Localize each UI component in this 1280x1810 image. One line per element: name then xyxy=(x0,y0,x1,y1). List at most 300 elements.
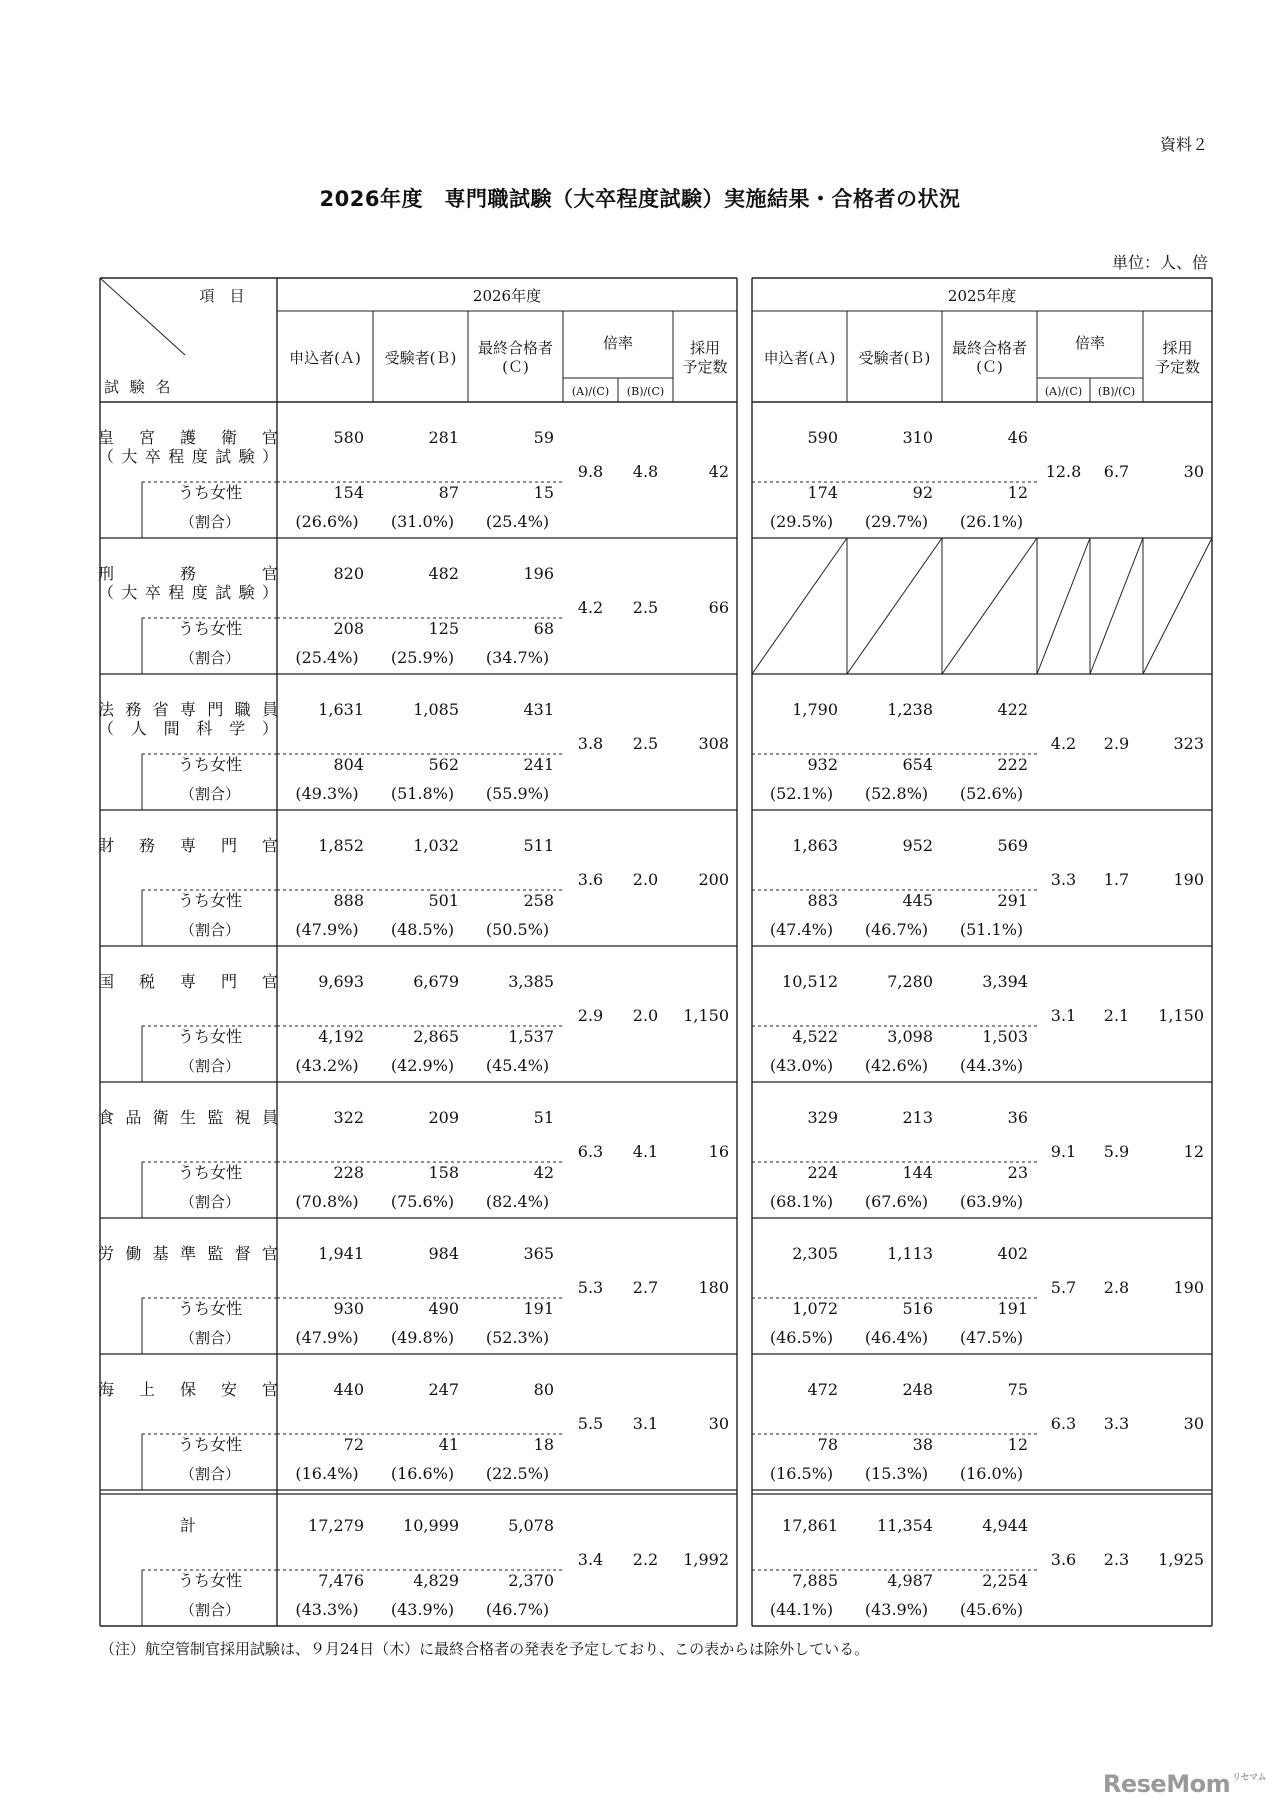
cell-rate-ac-previous: 12.8 xyxy=(1045,462,1082,481)
cell-ratio-pct-current: (70.8%) xyxy=(295,1192,359,1211)
cell-ratio-pct-current: (45.4%) xyxy=(485,1056,550,1075)
cell-female-current: 1,537 xyxy=(508,1027,554,1046)
ratio-label: （割合） xyxy=(179,1057,241,1075)
cell-total-previous: 402 xyxy=(997,1244,1028,1263)
female-label: うち女性 xyxy=(177,891,243,910)
cell-ratio-pct-previous: (52.8%) xyxy=(864,784,929,803)
cell-hire-current: 180 xyxy=(698,1278,729,1297)
cell-ratio-pct-previous: (42.6%) xyxy=(864,1056,929,1075)
cell-ratio-pct-previous: (43.0%) xyxy=(769,1056,834,1075)
cell-rate-ac-current: 6.3 xyxy=(577,1142,604,1161)
exam-name: 宮 xyxy=(138,428,156,447)
exam-name: 務 xyxy=(179,564,197,583)
cell-female-current: 930 xyxy=(333,1299,364,1318)
exam-name: 皇 xyxy=(97,428,115,447)
cell-hire-previous: 30 xyxy=(1183,462,1204,481)
cell-rate-bc-current: 4.1 xyxy=(632,1142,659,1161)
exam-name-sub: 程 xyxy=(168,447,185,466)
cell-female-current: 562 xyxy=(428,755,459,774)
cell-hire-current: 1,150 xyxy=(683,1006,729,1025)
col-ratio-ac-current: (A)/(C) xyxy=(571,385,610,398)
cell-female-previous: 1,503 xyxy=(982,1027,1028,1046)
cell-total-current: 247 xyxy=(428,1380,459,1399)
cell-ratio-pct-previous: (29.7%) xyxy=(864,512,929,531)
col-hire-previous: 採用 xyxy=(1162,339,1193,357)
page-title: 2026年度 専門職試験（大卒程度試験）実施結果・合格者の状況 xyxy=(319,187,961,211)
cell-ratio-pct-current: (25.4%) xyxy=(295,648,359,667)
exam-name: 門 xyxy=(207,700,224,719)
col-hire-current: 採用 xyxy=(689,339,721,357)
ratio-label: （割合） xyxy=(179,921,241,939)
cell-female-previous: 38 xyxy=(912,1435,933,1454)
ratio-label: （割合） xyxy=(179,785,241,803)
cell-total-current: 1,631 xyxy=(318,700,364,719)
footnote: （注）航空管制官採用試験は、９月24日（木）に最終合格者の発表を予定しており、この表からは除外している。 xyxy=(100,1640,870,1658)
cell-rate-bc-current: 2.5 xyxy=(632,598,659,617)
cell-rate-ac-current: 3.8 xyxy=(577,734,604,753)
cell-female-previous: 12 xyxy=(1007,1435,1028,1454)
cell-ratio-pct-previous: (46.4%) xyxy=(864,1328,929,1347)
exam-name: 官 xyxy=(261,1380,279,1399)
exam-name: 官 xyxy=(261,836,279,855)
cell-ratio-pct-previous: (47.5%) xyxy=(959,1328,1024,1347)
col-applicants-current: 申込者(Ａ) xyxy=(289,349,361,367)
cell-ratio-pct-previous: (52.1%) xyxy=(769,784,834,803)
cell-female-current: 490 xyxy=(428,1299,459,1318)
cell-female-current: 2,865 xyxy=(413,1027,459,1046)
exam-name: 専 xyxy=(179,836,197,855)
corner-diagonal xyxy=(100,278,185,355)
cell-ratio-pct-current: (42.9%) xyxy=(390,1056,455,1075)
exam-name: 生 xyxy=(179,1108,197,1127)
exam-name: 務 xyxy=(138,836,156,855)
exam-name: 衛 xyxy=(152,1108,169,1127)
exam-name: 上 xyxy=(138,1380,156,1399)
cell-ratio-pct-current: (49.3%) xyxy=(295,784,359,803)
exam-name: 専 xyxy=(179,972,197,991)
exam-name: 国 xyxy=(97,972,115,991)
cell-total-current: 17,279 xyxy=(308,1516,364,1535)
cell-female-current: 7,476 xyxy=(318,1571,364,1590)
cell-total-previous: 329 xyxy=(807,1108,838,1127)
cell-total-current: 984 xyxy=(428,1244,459,1263)
cell-ratio-pct-previous: (46.7%) xyxy=(864,920,929,939)
cell-rate-bc-previous: 2.1 xyxy=(1103,1006,1130,1025)
col-hire-sub-current: 予定数 xyxy=(682,358,728,376)
exam-name: 食 xyxy=(97,1108,115,1127)
cell-total-previous: 4,944 xyxy=(982,1516,1028,1535)
cell-rate-ac-current: 4.2 xyxy=(577,598,604,617)
not-applicable-slash xyxy=(1143,538,1212,674)
exam-name: 衛 xyxy=(220,428,238,447)
cell-female-current: 241 xyxy=(523,755,554,774)
cell-rate-ac-previous: 9.1 xyxy=(1050,1142,1077,1161)
cell-female-previous: 224 xyxy=(807,1163,838,1182)
cell-ratio-pct-current: (25.9%) xyxy=(390,648,455,667)
cell-total-previous: 75 xyxy=(1007,1380,1028,1399)
cell-hire-current: 16 xyxy=(708,1142,729,1161)
col-hire-sub-previous: 予定数 xyxy=(1154,358,1201,376)
cell-rate-bc-current: 2.0 xyxy=(632,1006,659,1025)
col-applicants-previous: 申込者(Ａ) xyxy=(763,349,836,367)
cell-ratio-pct-previous: (26.1%) xyxy=(959,512,1024,531)
cell-total-current: 1,941 xyxy=(318,1244,364,1263)
cell-total-previous: 1,238 xyxy=(887,700,933,719)
female-label: うち女性 xyxy=(177,1163,243,1182)
cell-ratio-pct-previous: (46.5%) xyxy=(769,1328,834,1347)
cell-hire-previous: 190 xyxy=(1173,1278,1204,1297)
exam-name-sub: 間 xyxy=(163,719,180,738)
cell-hire-previous: 190 xyxy=(1173,870,1204,889)
cell-ratio-pct-current: (47.9%) xyxy=(295,1328,359,1347)
not-applicable-slash xyxy=(1090,538,1143,674)
cell-female-current: 208 xyxy=(333,619,364,638)
exam-name: 職 xyxy=(234,700,251,719)
female-label: うち女性 xyxy=(177,619,243,638)
cell-total-current: 580 xyxy=(333,428,364,447)
cell-ratio-pct-current: (51.8%) xyxy=(390,784,455,803)
cell-rate-bc-current: 2.2 xyxy=(632,1550,659,1569)
cell-ratio-pct-current: (16.4%) xyxy=(295,1464,359,1483)
col-ratio-ac-previous: (A)/(C) xyxy=(1044,385,1083,398)
col-passers-current: 最終合格者 xyxy=(477,339,554,357)
exam-name-sub: 人 xyxy=(130,719,147,738)
cell-total-current: 440 xyxy=(333,1380,364,1399)
exam-name-sub: 科 xyxy=(196,719,213,738)
cell-hire-previous: 30 xyxy=(1183,1414,1204,1433)
cell-total-current: 482 xyxy=(428,564,459,583)
cell-total-current: 51 xyxy=(533,1108,554,1127)
cell-female-current: 125 xyxy=(428,619,459,638)
cell-total-previous: 590 xyxy=(807,428,838,447)
cell-female-current: 15 xyxy=(533,483,554,502)
exam-name-sub: 験 xyxy=(238,447,255,466)
cell-ratio-pct-current: (34.7%) xyxy=(485,648,550,667)
year-header-current: 2026年度 xyxy=(472,287,542,305)
ratio-label: （割合） xyxy=(179,1193,241,1211)
cell-female-previous: 654 xyxy=(902,755,933,774)
col-passers-previous: 最終合格者 xyxy=(951,339,1028,357)
cell-total-previous: 213 xyxy=(902,1108,933,1127)
cell-total-current: 365 xyxy=(523,1244,554,1263)
exam-name: 安 xyxy=(220,1380,238,1399)
cell-female-previous: 1,072 xyxy=(792,1299,838,1318)
cell-ratio-pct-current: (49.8%) xyxy=(390,1328,455,1347)
cell-rate-ac-previous: 5.7 xyxy=(1050,1278,1077,1297)
cell-rate-bc-current: 2.5 xyxy=(632,734,659,753)
cell-hire-current: 30 xyxy=(708,1414,729,1433)
cell-ratio-pct-previous: (29.5%) xyxy=(769,512,834,531)
cell-ratio-pct-previous: (44.3%) xyxy=(959,1056,1024,1075)
exam-name: 保 xyxy=(179,1380,197,1399)
cell-total-current: 820 xyxy=(333,564,364,583)
exam-name: 官 xyxy=(261,972,279,991)
cell-ratio-pct-previous: (43.9%) xyxy=(864,1600,929,1619)
col-examinees-current: 受験者(Ｂ) xyxy=(384,349,457,367)
cell-total-current: 1,032 xyxy=(413,836,459,855)
exam-name-sub: 大 xyxy=(121,447,138,466)
cell-female-current: 804 xyxy=(333,755,364,774)
cell-ratio-pct-current: (46.7%) xyxy=(485,1600,550,1619)
cell-female-current: 4,829 xyxy=(413,1571,459,1590)
document-label: 資料２ xyxy=(1159,135,1208,154)
cell-total-previous: 11,354 xyxy=(877,1516,933,1535)
cell-rate-ac-previous: 4.2 xyxy=(1050,734,1077,753)
cell-rate-bc-current: 3.1 xyxy=(632,1414,659,1433)
exam-name: 視 xyxy=(234,1108,251,1127)
exam-name: 監 xyxy=(207,1244,224,1263)
cell-rate-bc-previous: 1.7 xyxy=(1103,870,1130,889)
exam-name-sub: ） xyxy=(261,719,279,738)
cell-total-current: 5,078 xyxy=(508,1516,554,1535)
cell-hire-current: 308 xyxy=(698,734,729,753)
exam-name: 督 xyxy=(234,1244,251,1263)
cell-hire-previous: 323 xyxy=(1173,734,1204,753)
cell-total-current: 322 xyxy=(333,1108,364,1127)
cell-total-current: 3,385 xyxy=(508,972,554,991)
exam-name: 専 xyxy=(179,700,197,719)
cell-hire-current: 1,992 xyxy=(683,1550,729,1569)
female-label: うち女性 xyxy=(177,1435,243,1454)
cell-ratio-pct-previous: (63.9%) xyxy=(959,1192,1024,1211)
exam-name-sub: （ xyxy=(97,719,115,738)
not-applicable-slash xyxy=(847,538,942,674)
cell-total-previous: 3,394 xyxy=(982,972,1028,991)
cell-total-current: 1,852 xyxy=(318,836,364,855)
col-ratio-previous: 倍率 xyxy=(1074,334,1106,352)
cell-total-previous: 2,305 xyxy=(792,1244,838,1263)
cell-rate-ac-current: 2.9 xyxy=(577,1006,604,1025)
cell-rate-bc-previous: 2.9 xyxy=(1103,734,1130,753)
exam-name-sub: 度 xyxy=(191,447,208,466)
cell-total-previous: 248 xyxy=(902,1380,933,1399)
cell-rate-bc-current: 2.7 xyxy=(632,1278,659,1297)
exam-name-sub: 試 xyxy=(215,583,232,602)
col-ratio-current: 倍率 xyxy=(602,334,634,352)
exam-name: 官 xyxy=(261,428,279,447)
exam-name-sub: ） xyxy=(261,583,279,602)
ratio-label: （割合） xyxy=(179,1465,241,1483)
cell-hire-current: 42 xyxy=(708,462,729,481)
cell-female-current: 154 xyxy=(333,483,364,502)
not-applicable-slash xyxy=(752,538,847,674)
col-passers-sub-previous: (Ｃ) xyxy=(976,358,1003,376)
cell-female-previous: 174 xyxy=(807,483,838,502)
cell-total-previous: 1,113 xyxy=(887,1244,933,1263)
female-label: うち女性 xyxy=(177,483,243,502)
cell-rate-ac-current: 5.3 xyxy=(577,1278,604,1297)
watermark-logo: ReseMom $^{リセマム}$ xyxy=(1102,1770,1266,1798)
cell-total-current: 281 xyxy=(428,428,459,447)
cell-total-previous: 422 xyxy=(997,700,1028,719)
exam-name: 官 xyxy=(261,1244,279,1263)
cell-rate-bc-current: 4.8 xyxy=(632,462,659,481)
cell-total-previous: 17,861 xyxy=(782,1516,838,1535)
cell-total-current: 80 xyxy=(533,1380,554,1399)
cell-female-previous: 2,254 xyxy=(982,1571,1028,1590)
exam-name-sub: 卒 xyxy=(144,583,161,602)
cell-ratio-pct-previous: (51.1%) xyxy=(959,920,1024,939)
cell-female-previous: 92 xyxy=(912,483,933,502)
cell-female-current: 68 xyxy=(533,619,554,638)
exam-name: 官 xyxy=(261,564,279,583)
exam-name: 法 xyxy=(97,700,115,719)
cell-ratio-pct-current: (55.9%) xyxy=(485,784,550,803)
cell-female-current: 228 xyxy=(333,1163,364,1182)
exam-name: 品 xyxy=(125,1108,142,1127)
exam-name: 準 xyxy=(179,1244,197,1263)
cell-total-previous: 46 xyxy=(1007,428,1028,447)
col-passers-sub-current: (Ｃ) xyxy=(502,358,529,376)
cell-female-previous: 144 xyxy=(902,1163,933,1182)
cell-total-current: 209 xyxy=(428,1108,459,1127)
cell-ratio-pct-previous: (15.3%) xyxy=(864,1464,929,1483)
cell-female-current: 501 xyxy=(428,891,459,910)
cell-ratio-pct-current: (31.0%) xyxy=(390,512,455,531)
exam-name: 員 xyxy=(261,1108,279,1127)
exam-name-sub: 試 xyxy=(215,447,232,466)
cell-total-current: 10,999 xyxy=(403,1516,459,1535)
cell-total-current: 59 xyxy=(533,428,554,447)
unit-label: 単位：人、倍 xyxy=(1111,253,1208,272)
exam-name: 労 xyxy=(97,1244,115,1263)
cell-ratio-pct-current: (82.4%) xyxy=(485,1192,550,1211)
cell-rate-bc-previous: 5.9 xyxy=(1103,1142,1130,1161)
cell-ratio-pct-current: (43.9%) xyxy=(390,1600,455,1619)
cell-total-previous: 472 xyxy=(807,1380,838,1399)
cell-ratio-pct-current: (52.3%) xyxy=(485,1328,550,1347)
cell-ratio-pct-previous: (45.6%) xyxy=(959,1600,1024,1619)
cell-hire-current: 66 xyxy=(708,598,729,617)
exam-name: 財 xyxy=(97,836,115,855)
cell-total-previous: 1,790 xyxy=(792,700,838,719)
cell-ratio-pct-current: (26.6%) xyxy=(295,512,359,531)
cell-ratio-pct-current: (22.5%) xyxy=(485,1464,550,1483)
ratio-label: （割合） xyxy=(179,513,241,531)
cell-ratio-pct-current: (25.4%) xyxy=(485,512,550,531)
exam-name: 監 xyxy=(207,1108,224,1127)
exam-name: 門 xyxy=(220,836,238,855)
cell-female-current: 41 xyxy=(438,1435,459,1454)
exam-name-total: 計 xyxy=(179,1516,197,1535)
cell-rate-ac-current: 5.5 xyxy=(577,1414,604,1433)
cell-rate-ac-previous: 6.3 xyxy=(1050,1414,1077,1433)
cell-rate-bc-previous: 6.7 xyxy=(1103,462,1130,481)
cell-female-current: 258 xyxy=(523,891,554,910)
cell-hire-current: 200 xyxy=(698,870,729,889)
cell-rate-ac-current: 3.4 xyxy=(577,1550,604,1569)
cell-total-current: 6,679 xyxy=(413,972,459,991)
cell-ratio-pct-previous: (47.4%) xyxy=(769,920,834,939)
cell-total-current: 1,085 xyxy=(413,700,459,719)
cell-total-previous: 10,512 xyxy=(782,972,838,991)
not-applicable-slash xyxy=(942,538,1037,674)
col-ratio-bc-previous: (B)/(C) xyxy=(1097,385,1136,398)
exam-name: 門 xyxy=(220,972,238,991)
cell-ratio-pct-current: (43.2%) xyxy=(295,1056,359,1075)
cell-ratio-pct-previous: (67.6%) xyxy=(864,1192,929,1211)
exam-name-sub: （ xyxy=(97,583,115,602)
female-label: うち女性 xyxy=(177,1299,243,1318)
cell-total-current: 511 xyxy=(523,836,554,855)
cell-female-previous: 23 xyxy=(1007,1163,1028,1182)
exam-name: 員 xyxy=(261,700,279,719)
cell-total-previous: 952 xyxy=(902,836,933,855)
cell-ratio-pct-current: (16.6%) xyxy=(390,1464,455,1483)
exam-name-sub: 学 xyxy=(229,719,246,738)
cell-female-previous: 516 xyxy=(902,1299,933,1318)
cell-female-current: 191 xyxy=(523,1299,554,1318)
female-label: うち女性 xyxy=(177,755,243,774)
year-header-previous: 2025年度 xyxy=(947,287,1017,305)
cell-rate-ac-previous: 3.3 xyxy=(1050,870,1077,889)
exam-name: 省 xyxy=(152,700,169,719)
cell-female-previous: 932 xyxy=(807,755,838,774)
corner-label-exam: 試 験 名 xyxy=(104,378,174,396)
cell-total-previous: 310 xyxy=(902,428,933,447)
exam-name: 税 xyxy=(138,972,156,991)
cell-female-previous: 12 xyxy=(1007,483,1028,502)
cell-total-current: 431 xyxy=(523,700,554,719)
cell-female-previous: 4,987 xyxy=(887,1571,933,1590)
cell-rate-ac-previous: 3.6 xyxy=(1050,1550,1077,1569)
cell-ratio-pct-previous: (68.1%) xyxy=(769,1192,834,1211)
cell-female-previous: 445 xyxy=(902,891,933,910)
cell-rate-ac-previous: 3.1 xyxy=(1050,1006,1077,1025)
exam-name-sub: 大 xyxy=(121,583,138,602)
cell-ratio-pct-current: (75.6%) xyxy=(390,1192,455,1211)
cell-female-previous: 222 xyxy=(997,755,1028,774)
cell-rate-bc-previous: 2.3 xyxy=(1103,1550,1130,1569)
cell-female-previous: 883 xyxy=(807,891,838,910)
ratio-label: （割合） xyxy=(179,1329,241,1347)
cell-female-previous: 4,522 xyxy=(792,1027,838,1046)
cell-female-current: 2,370 xyxy=(508,1571,554,1590)
ratio-label: （割合） xyxy=(179,649,241,667)
cell-female-current: 158 xyxy=(428,1163,459,1182)
exam-name: 刑 xyxy=(97,564,115,583)
exam-name-sub: 程 xyxy=(168,583,185,602)
cell-rate-bc-previous: 2.8 xyxy=(1103,1278,1130,1297)
exam-name-sub: 卒 xyxy=(144,447,161,466)
ratio-label: （割合） xyxy=(179,1601,241,1619)
cell-female-current: 87 xyxy=(438,483,459,502)
female-label: うち女性 xyxy=(177,1571,243,1590)
exam-name: 務 xyxy=(125,700,142,719)
cell-female-current: 4,192 xyxy=(318,1027,364,1046)
cell-ratio-pct-current: (47.9%) xyxy=(295,920,359,939)
cell-hire-previous: 1,150 xyxy=(1158,1006,1204,1025)
cell-ratio-pct-previous: (16.5%) xyxy=(769,1464,834,1483)
cell-rate-ac-current: 9.8 xyxy=(577,462,604,481)
cell-female-previous: 191 xyxy=(997,1299,1028,1318)
female-label: うち女性 xyxy=(177,1027,243,1046)
cell-total-previous: 569 xyxy=(997,836,1028,855)
cell-ratio-pct-previous: (44.1%) xyxy=(769,1600,834,1619)
exam-name: 海 xyxy=(97,1380,115,1399)
cell-female-previous: 7,885 xyxy=(792,1571,838,1590)
cell-ratio-pct-current: (50.5%) xyxy=(485,920,550,939)
exam-name: 基 xyxy=(152,1244,169,1263)
cell-total-current: 9,693 xyxy=(318,972,364,991)
exam-name-sub: 度 xyxy=(191,583,208,602)
exam-name: 護 xyxy=(179,428,197,447)
cell-female-current: 72 xyxy=(343,1435,364,1454)
cell-total-previous: 7,280 xyxy=(887,972,933,991)
cell-ratio-pct-previous: (16.0%) xyxy=(959,1464,1024,1483)
cell-female-current: 888 xyxy=(333,891,364,910)
exam-name: 働 xyxy=(125,1244,142,1263)
